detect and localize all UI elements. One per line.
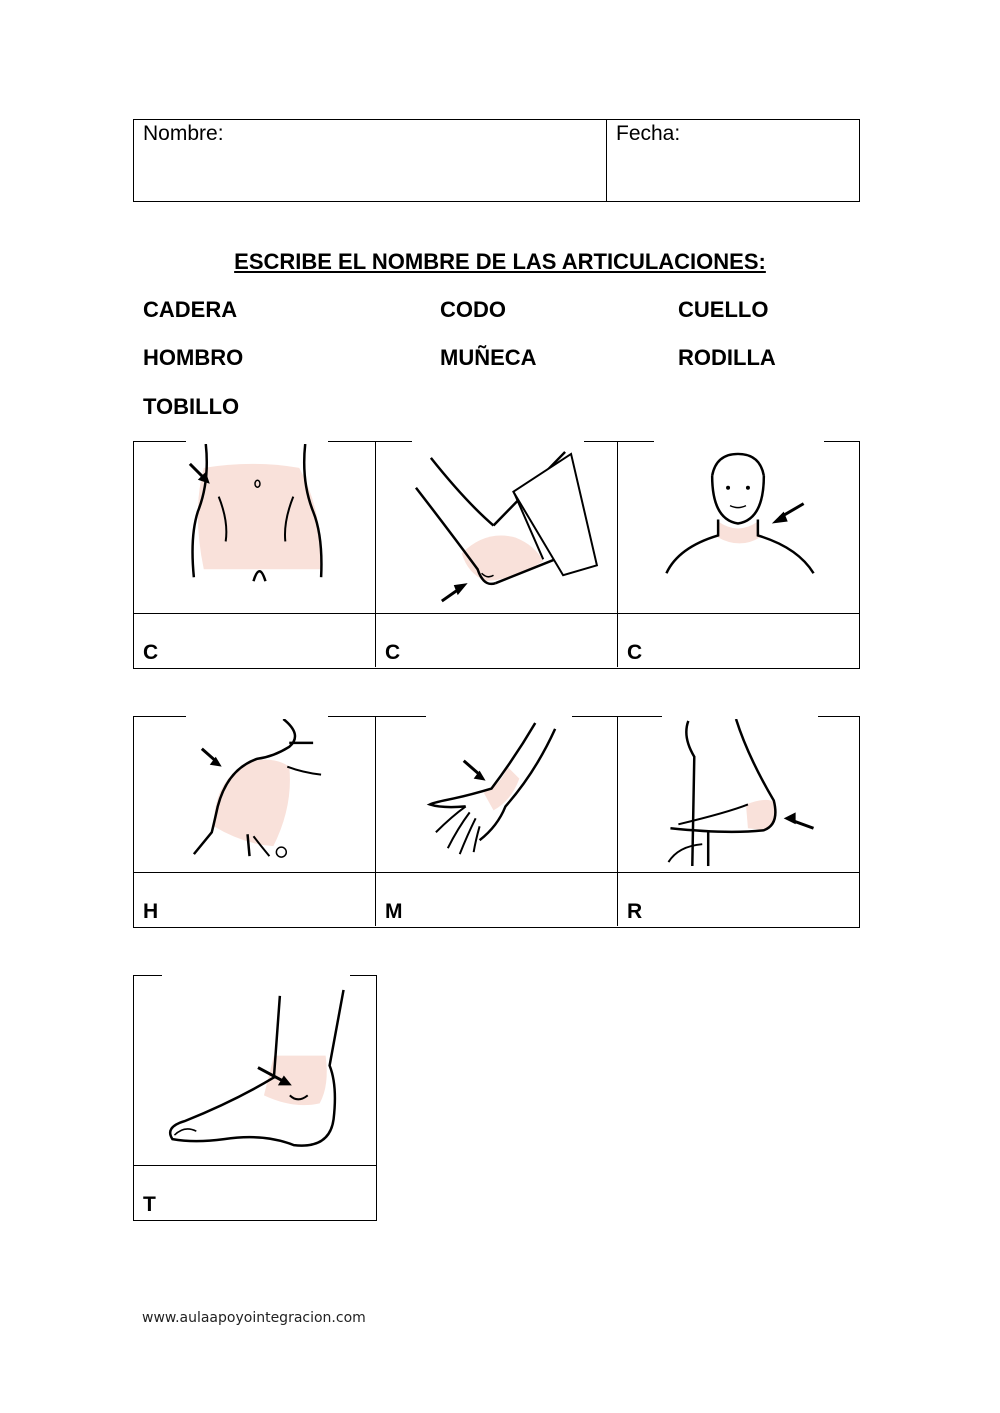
answer-hint-letter: R: [627, 900, 643, 923]
word-bank-item: CODO: [440, 297, 506, 322]
wrist-drawing: [376, 717, 617, 872]
answer-box-7[interactable]: [134, 1166, 376, 1219]
answer-box-1[interactable]: [134, 614, 376, 667]
name-field[interactable]: [134, 120, 607, 201]
answer-box-2[interactable]: [376, 614, 618, 667]
answer-hint-letter: T: [143, 1193, 156, 1216]
knee-drawing: [618, 717, 859, 872]
name-label: Nombre:: [143, 122, 224, 145]
word-bank-item: CUELLO: [678, 297, 769, 322]
ankle-illustration: [134, 976, 376, 1165]
answer-box-5[interactable]: [376, 873, 618, 926]
hip-drawing: [134, 442, 375, 613]
answer-box-6[interactable]: [618, 873, 859, 926]
word-bank-item: RODILLA: [678, 345, 776, 370]
answer-hint-letter: C: [385, 641, 401, 664]
word-bank-item: TOBILLO: [143, 394, 240, 419]
word-bank-item: MUÑECA: [440, 345, 537, 370]
hip-illustration: [134, 442, 376, 613]
neck-drawing: [618, 442, 859, 613]
answer-hint-letter: M: [385, 900, 403, 923]
neck-illustration: [618, 442, 859, 613]
footer-website: www.aulaapoyointegracion.com: [142, 1310, 366, 1326]
exercise-row-3: [133, 975, 377, 1221]
answer-box-4[interactable]: [134, 873, 376, 926]
student-info-box: [133, 119, 860, 202]
shoulder-illustration: [134, 717, 376, 872]
worksheet-title: ESCRIBE EL NOMBRE DE LAS ARTICULACIONES:: [234, 249, 766, 274]
answer-box-3[interactable]: [618, 614, 859, 667]
knee-illustration: [618, 717, 859, 872]
answer-hint-letter: C: [143, 641, 159, 664]
exercise-row-2: [133, 716, 860, 928]
wrist-illustration: [376, 717, 618, 872]
date-field[interactable]: [607, 120, 859, 201]
word-bank-item: HOMBRO: [143, 345, 244, 370]
exercise-row-1: [133, 441, 860, 669]
shoulder-drawing: [134, 717, 375, 872]
answer-hint-letter: H: [143, 900, 159, 923]
word-bank-item: CADERA: [143, 297, 238, 322]
elbow-illustration: [376, 442, 618, 613]
elbow-drawing: [376, 442, 617, 613]
answer-hint-letter: C: [627, 641, 643, 664]
ankle-drawing: [134, 976, 376, 1165]
date-label: Fecha:: [616, 122, 681, 145]
